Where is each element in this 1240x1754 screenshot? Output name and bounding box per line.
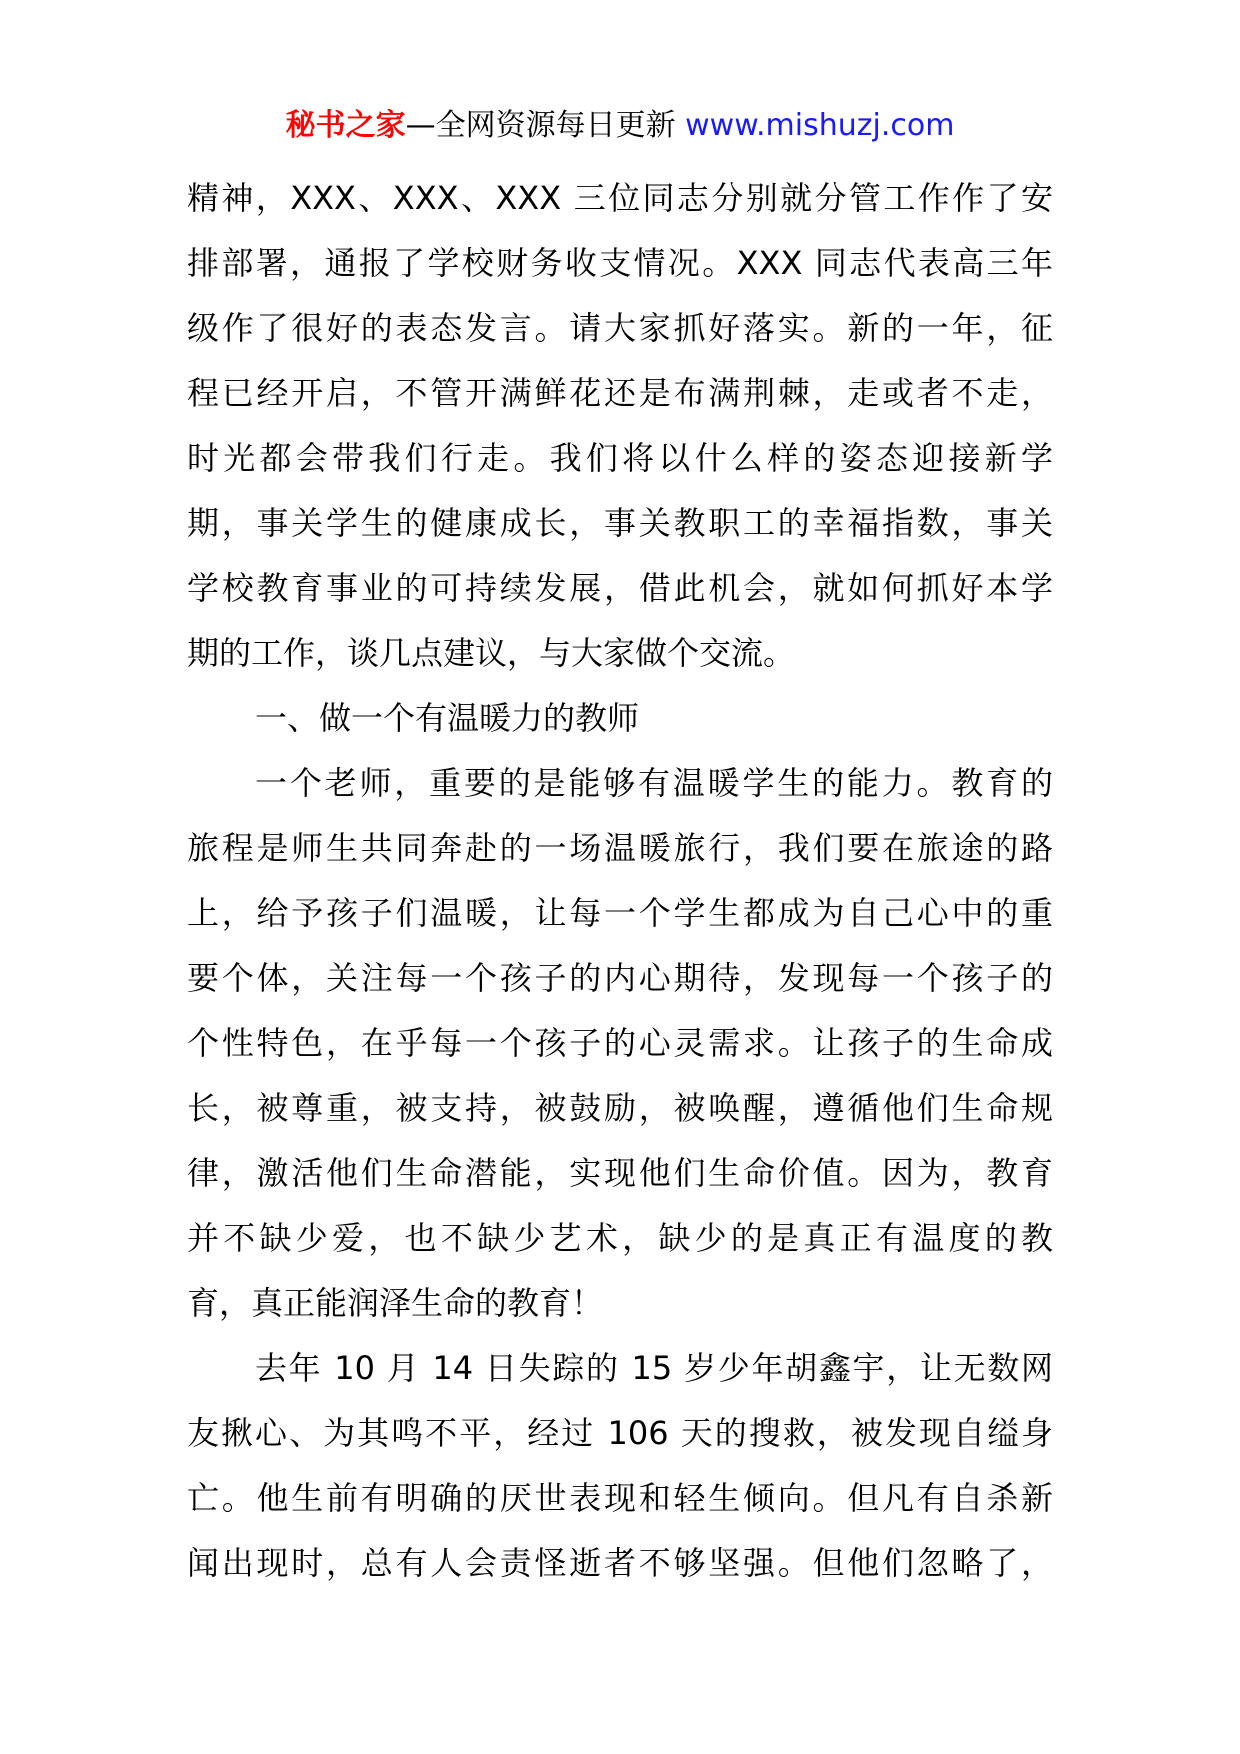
text-line: 亡。他生前有明确的厌世表现和轻生倾向。但凡有自杀新 bbox=[187, 1479, 1053, 1517]
text-line: 学校教育事业的可持续发展，借此机会，就如何抓好本学 bbox=[187, 569, 1053, 607]
text-line: 精神，XXX、XXX、XXX 三位同志分别就分管工作作了安 bbox=[187, 179, 1053, 217]
paragraph-3 bbox=[187, 1336, 1053, 1596]
document-body bbox=[187, 166, 1053, 1596]
text-line: 排部署，通报了学校财务收支情况。XXX 同志代表高三年 bbox=[187, 244, 1053, 282]
text-line: 并不缺少爱，也不缺少艺术，缺少的是真正有温度的教 bbox=[187, 1219, 1053, 1257]
text-line: 级作了很好的表态发言。请大家抓好落实。新的一年，征 bbox=[187, 309, 1053, 347]
paragraph-1 bbox=[187, 166, 1053, 686]
text-line: 程已经开启，不管开满鲜花还是布满荆棘，走或者不走， bbox=[187, 374, 1053, 412]
text-line: 时光都会带我们行走。我们将以什么样的姿态迎接新学 bbox=[187, 439, 1053, 477]
text-line: 期的工作，谈几点建议，与大家做个交流。 bbox=[187, 634, 796, 672]
page-header bbox=[0, 104, 1240, 148]
brand-name: 秘书之家 bbox=[285, 108, 406, 143]
text-line: 闻出现时，总有人会责怪逝者不够坚强。但他们忽略了， bbox=[187, 1544, 1053, 1582]
text-line: 育，真正能润泽生命的教育！ bbox=[187, 1284, 604, 1322]
heading-text: 一、做一个有温暖力的教师 bbox=[255, 699, 640, 737]
section-heading bbox=[187, 686, 1053, 751]
text-line: 上，给予孩子们温暖，让每一个学生都成为自己心中的重 bbox=[187, 894, 1053, 932]
text-line: 友揪心、为其鸣不平，经过 106 天的搜救，被发现自缢身 bbox=[187, 1414, 1053, 1452]
text-line: 期，事关学生的健康成长，事关教职工的幸福指数，事关 bbox=[187, 504, 1053, 542]
text-line: 要个体，关注每一个孩子的内心期待，发现每一个孩子的 bbox=[187, 959, 1053, 997]
text-line: 一个老师，重要的是能够有温暖学生的能力。教育的 bbox=[255, 764, 1053, 802]
header-tagline: —全网资源每日更新 bbox=[405, 108, 676, 143]
text-line: 长，被尊重，被支持，被鼓励，被唤醒，遵循他们生命规 bbox=[187, 1089, 1053, 1127]
paragraph-2 bbox=[187, 751, 1053, 1336]
text-line: 去年 10 月 14 日失踪的 15 岁少年胡鑫宇，让无数网 bbox=[255, 1349, 1053, 1387]
text-line: 个性特色，在乎每一个孩子的心灵需求。让孩子的生命成 bbox=[187, 1024, 1053, 1062]
text-line: 律，激活他们生命潜能，实现他们生命价值。因为，教育 bbox=[187, 1154, 1053, 1192]
text-line: 旅程是师生共同奔赴的一场温暖旅行，我们要在旅途的路 bbox=[187, 829, 1053, 867]
site-url-link[interactable]: www.mishuzj.com bbox=[685, 108, 955, 143]
